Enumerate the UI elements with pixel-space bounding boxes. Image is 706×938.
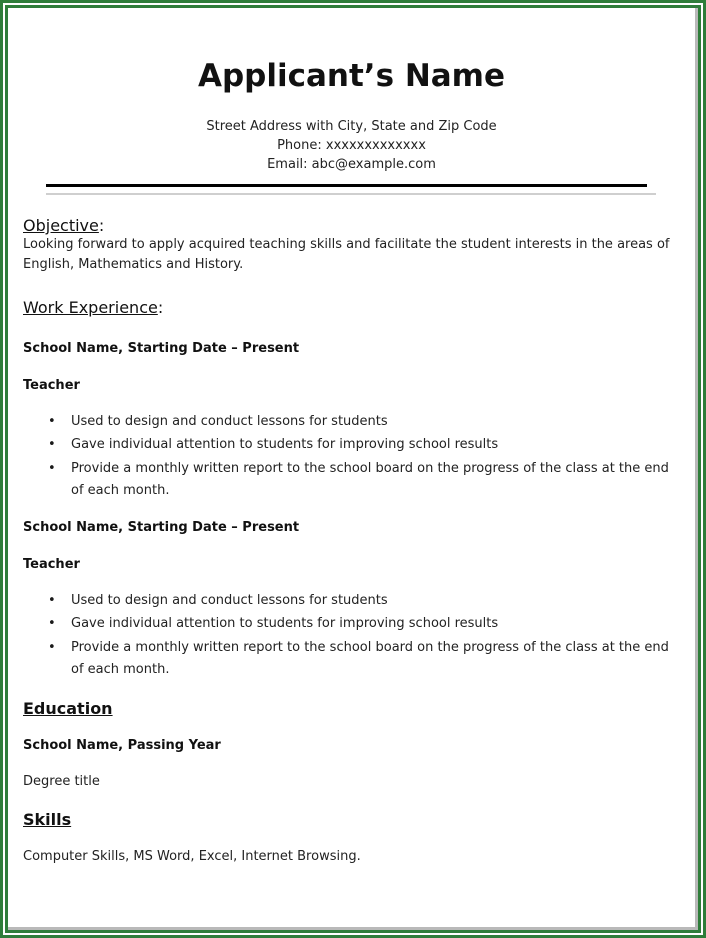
- objective-heading-colon: :: [98, 216, 105, 235]
- skills-text: Computer Skills, MS Word, Excel, Internet Browsing.: [23, 849, 361, 864]
- work-experience-heading: [23, 298, 163, 317]
- bullet-icon: •: [48, 437, 56, 452]
- header-divider: [46, 184, 647, 187]
- job-title: Teacher: [23, 378, 80, 393]
- job-school-name: School Name, Starting Date – Present: [23, 520, 300, 535]
- border-gap: [3, 3, 703, 935]
- bullet-icon: •: [48, 640, 56, 655]
- job-bullet: Provide a monthly written report to the school board on the progress of the class at the end of each month.: [71, 461, 669, 498]
- job-bullet: Used to design and conduct lessons for students: [71, 593, 388, 608]
- job-school-name: School Name, Starting Date – Present: [23, 341, 300, 356]
- objective-text: Looking forward to apply acquired teaching skills and facilitate the student interests in the areas of English, Mathematics and History.: [23, 237, 670, 272]
- work-experience-heading-label: Work Experience: [23, 298, 158, 317]
- inner-border: [5, 5, 701, 933]
- header-divider-shadow: [46, 193, 656, 195]
- job-bullet: Provide a monthly written report to the school board on the progress of the class at the end of each month.: [71, 640, 669, 677]
- skills-heading: [23, 810, 71, 829]
- resume-content: [8, 8, 698, 930]
- degree-title: Degree title: [23, 774, 100, 789]
- applicant-name: Applicant’s Name: [197, 58, 506, 94]
- bullet-icon: •: [48, 593, 56, 608]
- bullet-icon: •: [48, 461, 56, 476]
- education-heading-label: Education: [23, 699, 113, 718]
- objective-heading-label: Objective: [23, 216, 99, 235]
- skills-heading-label: Skills: [23, 810, 72, 829]
- job-bullet: Gave individual attention to students for improving school results: [71, 616, 499, 631]
- education-heading: [23, 699, 113, 718]
- job-bullet: Gave individual attention to students for improving school results: [71, 437, 499, 452]
- address-line: Street Address with City, State and Zip Code: [206, 119, 497, 134]
- work-experience-heading-colon: :: [157, 298, 164, 317]
- education-school: School Name, Passing Year: [23, 738, 221, 753]
- email-line: Email: abc@example.com: [267, 157, 436, 172]
- bullet-icon: •: [48, 414, 56, 429]
- objective-heading: [23, 216, 104, 235]
- phone-line: Phone: xxxxxxxxxxxxx: [277, 138, 426, 153]
- bullet-icon: •: [48, 616, 56, 631]
- job-bullet: Used to design and conduct lessons for students: [71, 414, 388, 429]
- job-title: Teacher: [23, 557, 80, 572]
